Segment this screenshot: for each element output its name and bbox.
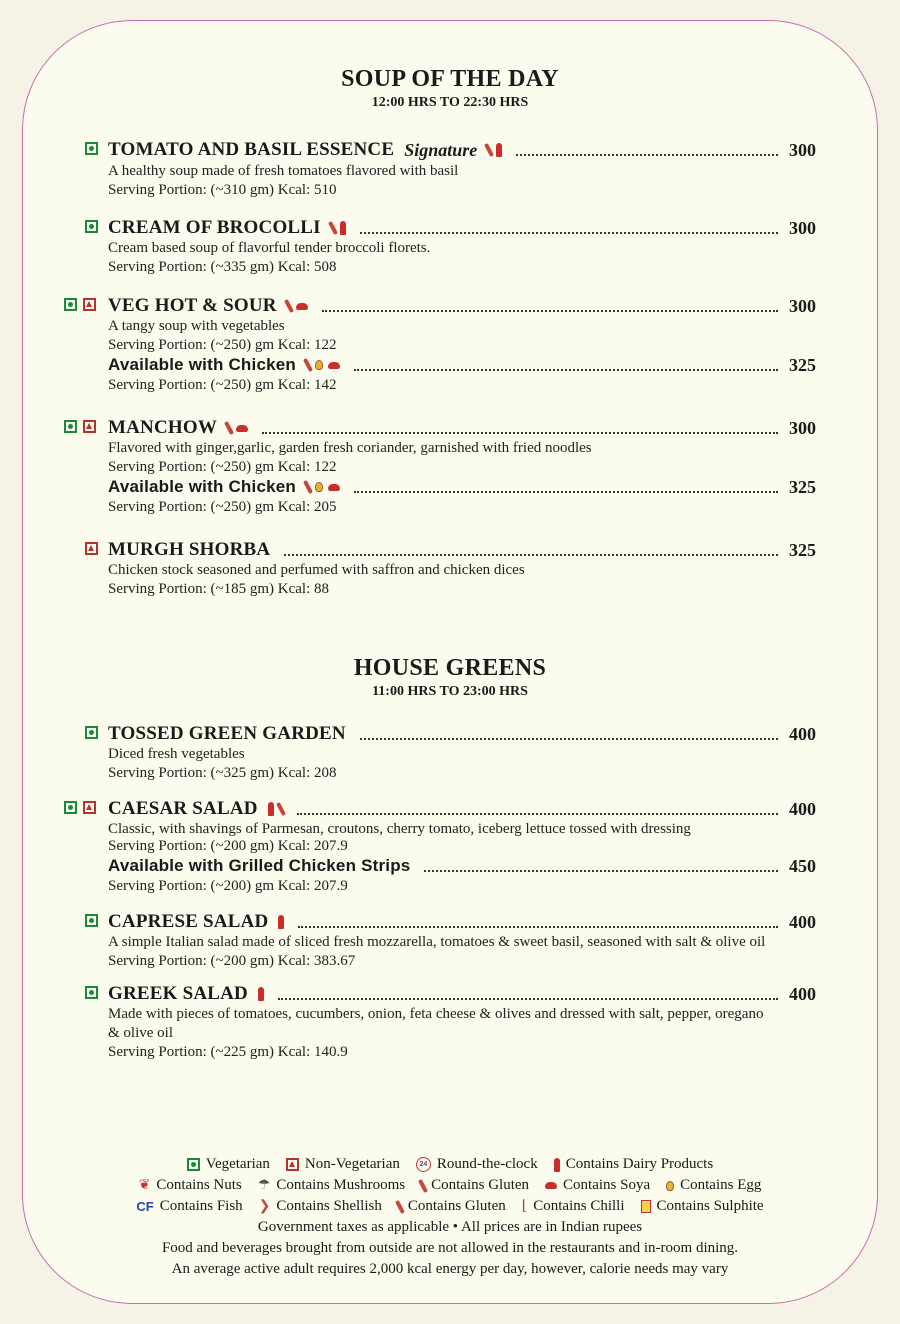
item-portion: Serving Portion: (~325 gm) Kcal: 208 <box>108 765 337 781</box>
soya-icon <box>328 484 340 491</box>
legend-kcal-note: An average active adult requires 2,000 kcal energy per day, however, calorie needs may vary <box>171 1261 729 1277</box>
menu-item-greek <box>0 982 900 1006</box>
variant-portion: Serving Portion: (~250) gm Kcal: 142 <box>108 377 337 393</box>
gluten-icon <box>303 480 313 494</box>
item-description: Made with pieces of tomatoes, cucumbers, onion, feta cheese & olives and dressed with salt, pepper, oregano & olive oil <box>108 1006 764 1041</box>
nonveg-badge-icon <box>286 1158 299 1171</box>
leader-dots <box>354 367 778 371</box>
leader-dots <box>298 924 778 928</box>
section-hours-greens: 11:00 HRS TO 23:00 HRS <box>372 684 528 699</box>
item-name: MURGH SHORBA <box>108 539 271 560</box>
leader-dots <box>278 996 778 1000</box>
variant-portion: Serving Portion: (~250) gm Kcal: 205 <box>108 499 337 515</box>
veg-badge-icon <box>85 726 98 739</box>
variant-price: 325 <box>789 355 816 375</box>
dairy-icon <box>340 221 346 235</box>
legend-outside-food: Food and beverages brought from outside are not allowed in the restaurants and in-room dining. <box>161 1240 739 1256</box>
item-portion: Serving Portion: (~200 gm) Kcal: 207.9 <box>108 838 348 854</box>
gluten-icon <box>303 358 313 372</box>
dairy-icon <box>554 1158 560 1172</box>
item-description: Cream based soup of flavorful tender broccoli florets. <box>108 240 431 256</box>
leader-dots <box>354 489 778 493</box>
variant-name: Available with Chicken <box>108 355 296 374</box>
item-portion: Serving Portion: (~225 gm) Kcal: 140.9 <box>108 1044 348 1060</box>
veg-badge-icon <box>85 142 98 155</box>
variant-name: Available with Grilled Chicken Strips <box>108 856 411 875</box>
menu-item-manchow <box>0 416 900 440</box>
item-name: MANCHOW <box>108 417 218 438</box>
variant-portion: Serving Portion: (~200) gm Kcal: 207.9 <box>108 878 348 894</box>
menu-variant-chicken <box>0 475 900 499</box>
legend-dairy: Contains Dairy Products <box>565 1156 714 1172</box>
menu-item-caesar <box>0 797 900 821</box>
item-description: Chicken stock seasoned and perfumed with saffron and chicken dices <box>108 562 525 578</box>
leader-dots <box>516 152 778 156</box>
item-description: A simple Italian salad made of sliced fresh mozzarella, tomatoes & sweet basil, seasoned with salt & olive oil <box>108 934 766 950</box>
soya-icon <box>236 425 248 432</box>
section-hours-soup: 12:00 HRS TO 22:30 HRS <box>371 95 529 110</box>
item-description: A healthy soup made of fresh tomatoes flavored with basil <box>108 163 459 179</box>
chilli-icon: ⌊ <box>521 1199 528 1214</box>
dairy-icon <box>258 987 264 1001</box>
signature-label: Signature <box>404 139 478 160</box>
gluten-icon <box>284 299 294 313</box>
legend-fish: Contains Fish <box>159 1198 243 1214</box>
legend <box>0 1154 900 1280</box>
gluten-icon <box>224 421 234 435</box>
dairy-icon <box>496 143 502 157</box>
menu-item-cream-broccoli <box>0 216 900 240</box>
menu-item-caprese <box>0 910 900 934</box>
legend-taxes: Government taxes as applicable • All prices are in Indian rupees <box>257 1219 643 1235</box>
veg-badge-icon <box>64 298 77 311</box>
item-price: 400 <box>789 724 816 744</box>
veg-badge-icon <box>187 1158 200 1171</box>
wheat-icon <box>395 1199 405 1213</box>
legend-mushrooms: Contains Mushrooms <box>276 1177 406 1193</box>
item-price: 400 <box>789 984 816 1004</box>
menu-item-murgh-shorba <box>0 538 900 562</box>
dairy-icon <box>268 802 274 816</box>
leader-dots <box>360 736 778 740</box>
soya-icon <box>296 303 308 310</box>
nuts-icon: ❦ <box>138 1178 151 1193</box>
variant-price: 325 <box>789 477 816 497</box>
leader-dots <box>322 308 778 312</box>
item-portion: Serving Portion: (~200 gm) Kcal: 383.67 <box>108 953 356 969</box>
egg-icon <box>315 482 323 492</box>
item-price: 400 <box>789 799 816 819</box>
gluten-icon <box>276 802 286 816</box>
item-portion: Serving Portion: (~185 gm) Kcal: 88 <box>108 581 330 597</box>
veg-badge-icon <box>85 986 98 999</box>
shellfish-icon: ❯ <box>258 1199 271 1214</box>
item-portion: Serving Portion: (~310 gm) Kcal: 510 <box>108 182 337 198</box>
item-portion: Serving Portion: (~250) gm Kcal: 122 <box>108 337 337 353</box>
item-portion: Serving Portion: (~335 gm) Kcal: 508 <box>108 259 337 275</box>
nonveg-badge-icon <box>85 542 98 555</box>
nonveg-badge-icon <box>83 801 96 814</box>
soya-icon <box>545 1182 557 1189</box>
legend-gluten-2: Contains Gluten <box>407 1198 506 1214</box>
item-name: TOSSED GREEN GARDEN <box>108 723 346 744</box>
leader-dots <box>360 230 778 234</box>
item-name: CAPRESE SALAD <box>108 911 269 932</box>
item-description: Classic, with shavings of Parmesan, croutons, cherry tomato, iceberg lettuce tossed with dressing <box>108 821 691 837</box>
veg-badge-icon <box>85 220 98 233</box>
item-name: CAESAR SALAD <box>108 798 258 819</box>
round-the-clock-icon: 24 <box>416 1157 431 1172</box>
menu-variant-grilled-chicken <box>0 854 900 878</box>
gluten-icon <box>418 1178 428 1192</box>
item-description: A tangy soup with vegetables <box>108 318 285 334</box>
veg-badge-icon <box>64 801 77 814</box>
leader-dots <box>262 430 778 434</box>
mushroom-icon: ☂ <box>257 1178 271 1193</box>
section-title-soup: SOUP OF THE DAY <box>341 66 559 92</box>
egg-icon <box>315 360 323 370</box>
legend-vegetarian: Vegetarian <box>205 1156 270 1172</box>
item-price: 300 <box>789 418 816 438</box>
leader-dots <box>424 868 778 872</box>
menu-item-tossed-green <box>0 722 900 746</box>
item-description: Flavored with ginger,garlic, garden fresh coriander, garnished with fried noodles <box>108 440 592 456</box>
legend-gluten: Contains Gluten <box>431 1177 530 1193</box>
gluten-icon <box>484 143 494 157</box>
soya-icon <box>328 362 340 369</box>
legend-soya: Contains Soya <box>563 1177 651 1193</box>
menu-item-veg-hot-sour <box>0 294 900 318</box>
variant-name: Available with Chicken <box>108 477 296 496</box>
nonveg-badge-icon <box>83 298 96 311</box>
leader-dots <box>284 552 778 556</box>
section-title-greens: HOUSE GREENS <box>353 655 547 681</box>
item-price: 325 <box>789 540 816 560</box>
legend-chilli: Contains Chilli <box>533 1198 625 1214</box>
item-price: 300 <box>789 140 816 160</box>
egg-icon <box>666 1181 674 1191</box>
fish-icon: CF <box>136 1199 154 1214</box>
veg-badge-icon <box>64 420 77 433</box>
legend-non-vegetarian: Non-Vegetarian <box>304 1156 400 1172</box>
item-name: CREAM OF BROCOLLI <box>108 217 321 238</box>
item-name: VEG HOT & SOUR <box>108 295 277 316</box>
item-description: Diced fresh vegetables <box>108 746 245 762</box>
legend-shellfish: Contains Shellish <box>276 1198 382 1214</box>
item-price: 400 <box>789 912 816 932</box>
legend-egg: Contains Egg <box>680 1177 762 1193</box>
gluten-icon <box>328 221 338 235</box>
item-price: 300 <box>789 218 816 238</box>
sulphite-icon <box>641 1200 651 1213</box>
item-name: GREEK SALAD <box>108 983 248 1004</box>
item-price: 300 <box>789 296 816 316</box>
leader-dots <box>297 811 778 815</box>
nonveg-badge-icon <box>83 420 96 433</box>
legend-round-the-clock: Round-the-clock <box>436 1156 538 1172</box>
item-name: TOMATO AND BASIL ESSENCE <box>108 139 395 160</box>
variant-price: 450 <box>789 856 816 876</box>
item-portion: Serving Portion: (~250) gm Kcal: 122 <box>108 459 337 475</box>
menu-item-tomato-basil <box>0 138 900 162</box>
legend-sulphite: Contains Sulphite <box>656 1198 764 1214</box>
legend-nuts: Contains Nuts <box>156 1177 242 1193</box>
menu-variant-chicken <box>0 353 900 377</box>
dairy-icon <box>278 915 284 929</box>
veg-badge-icon <box>85 914 98 927</box>
